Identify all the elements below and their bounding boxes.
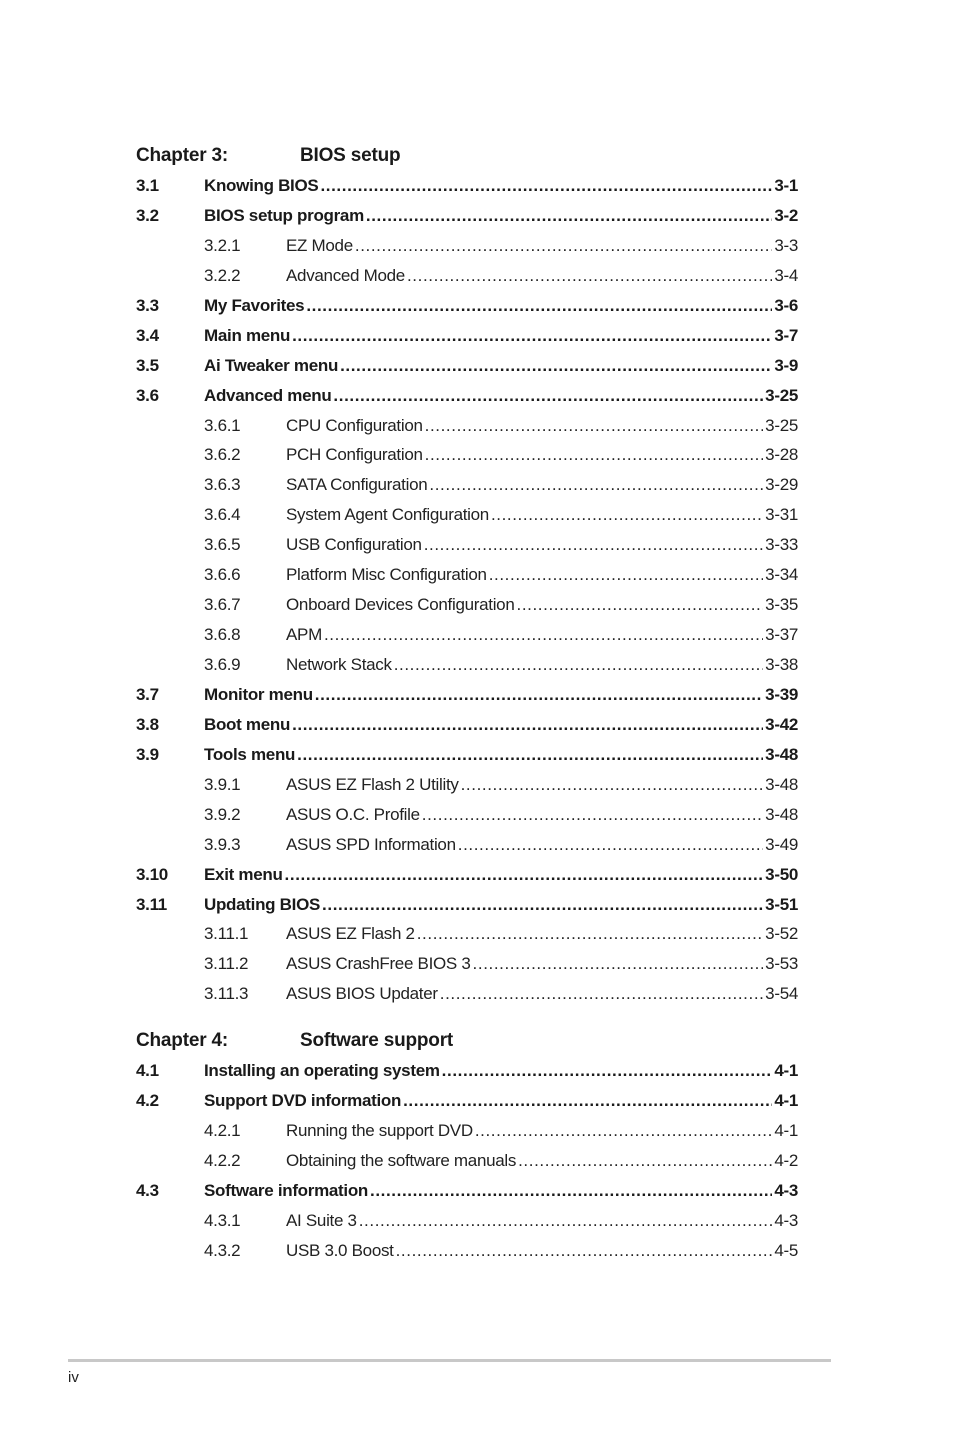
toc-section-entry[interactable] [136, 1181, 798, 1211]
dot-leader [285, 865, 764, 885]
toc-section-entry[interactable] [136, 206, 798, 236]
entry-title: System Agent Configuration [286, 505, 489, 525]
toc-section-entry[interactable] [136, 865, 798, 895]
entry-line [286, 625, 798, 645]
entry-page-number: 3-50 [765, 864, 798, 884]
entry-line [286, 954, 798, 974]
entry-page-number: 3-48 [765, 804, 798, 824]
entry-page-number: 3-54 [765, 984, 798, 1004]
entry-number: 3.9.3 [204, 834, 241, 854]
entry-number: 4.2.2 [204, 1150, 241, 1170]
entry-page-number: 3-28 [765, 445, 798, 465]
chapter-3-heading [136, 145, 798, 171]
dot-leader [458, 835, 763, 855]
entry-number: 3.2 [136, 205, 159, 225]
entry-line [286, 805, 798, 825]
entry-title: Obtaining the software manuals [286, 1150, 517, 1170]
toc-section-entry[interactable] [136, 895, 798, 925]
dot-leader [292, 715, 763, 735]
entry-title: ASUS O.C. Profile [286, 804, 420, 824]
entry-line [286, 835, 798, 855]
entry-page-number: 3-2 [774, 205, 798, 225]
toc-section-entry[interactable] [136, 326, 798, 356]
entry-title: Running the support DVD [286, 1120, 473, 1140]
entry-page-number: 3-25 [765, 385, 798, 405]
toc-subsection-entry[interactable] [136, 954, 798, 984]
toc-section-entry[interactable] [136, 386, 798, 416]
entry-page-number: 3-4 [774, 265, 798, 285]
entry-title: EZ Mode [286, 235, 353, 255]
entry-page-number: 4-5 [774, 1240, 798, 1260]
chapter-title: BIOS setup [300, 145, 401, 166]
entry-number: 3.6.7 [204, 595, 241, 615]
entry-page-number: 4-2 [774, 1150, 798, 1170]
dot-leader [394, 655, 763, 675]
entry-page-number: 4-3 [774, 1210, 798, 1230]
entry-title: Main menu [204, 325, 291, 345]
chapter-4-entries [136, 1061, 798, 1271]
entry-title: Installing an operating system [204, 1061, 440, 1080]
entry-line [286, 505, 798, 525]
toc-section-entry[interactable] [136, 1091, 798, 1121]
entry-number: 3.2.2 [204, 265, 241, 285]
entry-number: 4.2 [136, 1090, 159, 1110]
dot-leader [425, 445, 764, 465]
entry-page-number: 3-42 [765, 714, 798, 734]
entry-number: 4.3.2 [204, 1240, 241, 1260]
entry-title: BIOS setup program [204, 205, 364, 225]
entry-title: Ai Tweaker menu [204, 355, 339, 375]
dot-leader [442, 1061, 773, 1081]
entry-page-number: 4-3 [774, 1180, 798, 1200]
toc-subsection-entry[interactable] [136, 984, 798, 1014]
entry-title: Monitor menu [204, 684, 313, 704]
entry-title: Tools menu [204, 744, 296, 764]
entry-number: 4.3.1 [204, 1210, 241, 1230]
entry-title: CPU Configuration [286, 415, 423, 435]
entry-number: 3.6.4 [204, 505, 241, 525]
entry-line [204, 1181, 798, 1201]
dot-leader [355, 236, 772, 256]
entry-title: Exit menu [204, 864, 283, 884]
chapter-3-entries [136, 176, 798, 1014]
entry-title: APM [286, 625, 322, 645]
dot-leader [324, 625, 763, 645]
entry-title: ASUS SPD Information [286, 834, 456, 854]
entry-title: Platform Misc Configuration [286, 565, 487, 585]
chapter-4-heading [136, 1030, 798, 1056]
entry-page-number: 3-39 [765, 684, 798, 704]
entry-line [204, 745, 798, 765]
toc-subsection-entry[interactable] [136, 1211, 798, 1241]
entry-number: 3.11.3 [204, 984, 249, 1004]
entry-title: ASUS EZ Flash 2 Utility [286, 774, 459, 794]
entry-page-number: 3-31 [765, 505, 798, 525]
entry-title: ASUS CrashFree BIOS 3 [286, 954, 471, 974]
entry-number: 3.6.2 [204, 445, 241, 465]
entry-number: 3.8 [136, 714, 159, 734]
toc-subsection-entry[interactable] [136, 805, 798, 835]
toc-subsection-entry[interactable] [136, 1241, 798, 1271]
entry-line [204, 1061, 798, 1081]
entry-page-number: 3-29 [765, 475, 798, 495]
entry-number: 3.7 [136, 684, 159, 704]
entry-title: Advanced menu [204, 385, 332, 405]
entry-line [286, 416, 798, 436]
entry-line [286, 236, 798, 256]
toc-subsection-entry[interactable] [136, 535, 798, 565]
entry-title: Support DVD information [204, 1090, 402, 1110]
dot-leader [424, 535, 763, 555]
entry-line [286, 1241, 798, 1261]
dot-leader [491, 505, 763, 525]
entry-number: 3.9.1 [204, 774, 241, 794]
dot-leader [440, 984, 763, 1004]
entry-line [286, 595, 798, 615]
toc-section-entry[interactable] [136, 685, 798, 715]
dot-leader [359, 1211, 773, 1231]
entry-number: 3.4 [136, 325, 159, 345]
toc-subsection-entry[interactable] [136, 924, 798, 954]
toc-section-entry[interactable] [136, 715, 798, 745]
entry-page-number: 3-48 [765, 744, 798, 764]
entry-line [286, 924, 798, 944]
entry-line [204, 865, 798, 885]
entry-number: 3.6.9 [204, 655, 241, 674]
entry-page-number: 3-6 [774, 295, 798, 315]
entry-line [286, 266, 798, 286]
entry-page-number: 3-53 [765, 954, 798, 974]
entry-title: Updating BIOS [204, 894, 321, 914]
entry-page-number: 3-33 [765, 535, 798, 555]
entry-page-number: 4-1 [774, 1120, 798, 1140]
dot-leader [333, 386, 763, 406]
entry-title: USB Configuration [286, 535, 422, 555]
entry-page-number: 3-49 [765, 834, 798, 854]
dot-leader [396, 1241, 773, 1261]
dot-leader [429, 475, 763, 495]
entry-title: Network Stack [286, 655, 392, 674]
entry-title: Knowing BIOS [204, 176, 319, 195]
entry-line [286, 984, 798, 1004]
entry-number: 3.3 [136, 295, 159, 315]
toc-section-entry[interactable] [136, 176, 798, 206]
entry-line [204, 895, 798, 915]
entry-line [204, 296, 798, 316]
dot-leader [422, 805, 763, 825]
entry-number: 3.6.1 [204, 415, 241, 435]
toc-subsection-entry[interactable] [136, 505, 798, 535]
entry-title: Software information [204, 1180, 369, 1200]
entry-line [286, 1151, 798, 1171]
entry-title: Onboard Devices Configuration [286, 595, 515, 615]
entry-page-number: 3-52 [765, 924, 798, 944]
entry-page-number: 4-1 [774, 1090, 798, 1110]
toc-subsection-entry[interactable] [136, 835, 798, 865]
dot-leader [297, 745, 763, 765]
toc-section-entry[interactable] [136, 296, 798, 326]
entry-line [286, 475, 798, 495]
chapter-number: Chapter 3: [136, 145, 228, 166]
entry-line [286, 775, 798, 795]
entry-number: 3.10 [136, 864, 168, 884]
entry-number: 3.11.2 [204, 954, 249, 974]
dot-leader [473, 954, 764, 974]
dot-leader [322, 895, 763, 915]
toc-subsection-entry[interactable] [136, 1121, 798, 1151]
dot-leader [366, 206, 772, 226]
entry-title: ASUS EZ Flash 2 [286, 924, 415, 944]
entry-number: 3.11.1 [204, 924, 249, 944]
entry-page-number: 3-3 [774, 235, 798, 255]
entry-number: 3.2.1 [204, 235, 241, 255]
entry-page-number: 3-7 [774, 325, 798, 345]
entry-line [204, 715, 798, 735]
entry-page-number: 3-48 [765, 774, 798, 794]
dot-leader [475, 1121, 773, 1141]
entry-title: My Favorites [204, 295, 305, 315]
toc-subsection-entry[interactable] [136, 236, 798, 266]
entry-line [204, 356, 798, 376]
entry-title: PCH Configuration [286, 445, 423, 465]
entry-number: 3.6.3 [204, 475, 241, 495]
entry-page-number: 3-34 [765, 565, 798, 585]
entry-line [286, 1211, 798, 1231]
toc-subsection-entry[interactable] [136, 416, 798, 446]
toc-subsection-entry[interactable] [136, 475, 798, 505]
dot-leader [340, 356, 772, 376]
toc-subsection-entry[interactable] [136, 625, 798, 655]
entry-title: ASUS BIOS Updater [286, 984, 438, 1004]
entry-page-number: 3-9 [774, 355, 798, 375]
dot-leader [517, 595, 764, 615]
entry-number: 3.5 [136, 355, 159, 375]
toc-subsection-entry[interactable] [136, 595, 798, 625]
entry-number: 3.9.2 [204, 804, 241, 824]
entry-number: 3.6.6 [204, 565, 241, 585]
toc-subsection-entry[interactable] [136, 445, 798, 475]
entry-page-number: 3-25 [765, 415, 798, 435]
dot-leader [461, 775, 764, 795]
entry-line [286, 1121, 798, 1141]
dot-leader [518, 1151, 772, 1171]
dot-leader [407, 266, 772, 286]
footer-page-number: iv [68, 1369, 79, 1386]
toc-section-entry[interactable] [136, 745, 798, 775]
dot-leader [306, 296, 772, 316]
dot-leader [425, 416, 764, 436]
toc-subsection-entry[interactable] [136, 655, 798, 685]
entry-number: 4.3 [136, 1180, 159, 1200]
toc-subsection-entry[interactable] [136, 266, 798, 296]
toc-section-entry[interactable] [136, 356, 798, 386]
entry-page-number: 3-51 [765, 894, 798, 914]
entry-title: Advanced Mode [286, 265, 405, 285]
entry-title: Boot menu [204, 714, 291, 734]
entry-line [204, 386, 798, 406]
entry-page-number: 4-1 [774, 1061, 798, 1080]
entry-line [286, 655, 798, 675]
dot-leader [315, 685, 763, 705]
entry-page-number: 3-37 [765, 625, 798, 645]
toc-subsection-entry[interactable] [136, 775, 798, 805]
entry-title: USB 3.0 Boost [286, 1240, 394, 1260]
entry-number: 4.2.1 [204, 1120, 241, 1140]
dot-leader [489, 565, 763, 585]
entry-number: 3.1 [136, 176, 159, 195]
dot-leader [292, 326, 772, 346]
toc-subsection-entry[interactable] [136, 565, 798, 595]
dot-leader [370, 1181, 772, 1201]
entry-line [204, 685, 798, 705]
chapter-title: Software support [300, 1030, 454, 1051]
entry-number: 3.6 [136, 385, 159, 405]
entry-number: 3.11 [136, 894, 167, 914]
dot-leader [417, 924, 763, 944]
toc-section-entry[interactable] [136, 1061, 798, 1091]
entry-page-number: 3-1 [774, 176, 798, 195]
entry-number: 3.6.5 [204, 535, 241, 555]
entry-number: 3.6.8 [204, 625, 241, 645]
entry-title: AI Suite 3 [286, 1210, 357, 1230]
entry-number: 3.9 [136, 744, 159, 764]
entry-line [204, 326, 798, 346]
entry-line [204, 1091, 798, 1111]
entry-title: SATA Configuration [286, 475, 428, 495]
entry-line [204, 176, 798, 196]
entry-page-number: 3-38 [765, 655, 798, 674]
dot-leader [320, 176, 772, 196]
dot-leader [403, 1091, 772, 1111]
entry-line [204, 206, 798, 226]
entry-page-number: 3-35 [765, 595, 798, 615]
entry-line [286, 565, 798, 585]
footer-divider [68, 1359, 831, 1362]
entry-line [286, 445, 798, 465]
chapter-number: Chapter 4: [136, 1030, 228, 1051]
entry-number: 4.1 [136, 1061, 159, 1080]
entry-line [286, 535, 798, 555]
toc-subsection-entry[interactable] [136, 1151, 798, 1181]
